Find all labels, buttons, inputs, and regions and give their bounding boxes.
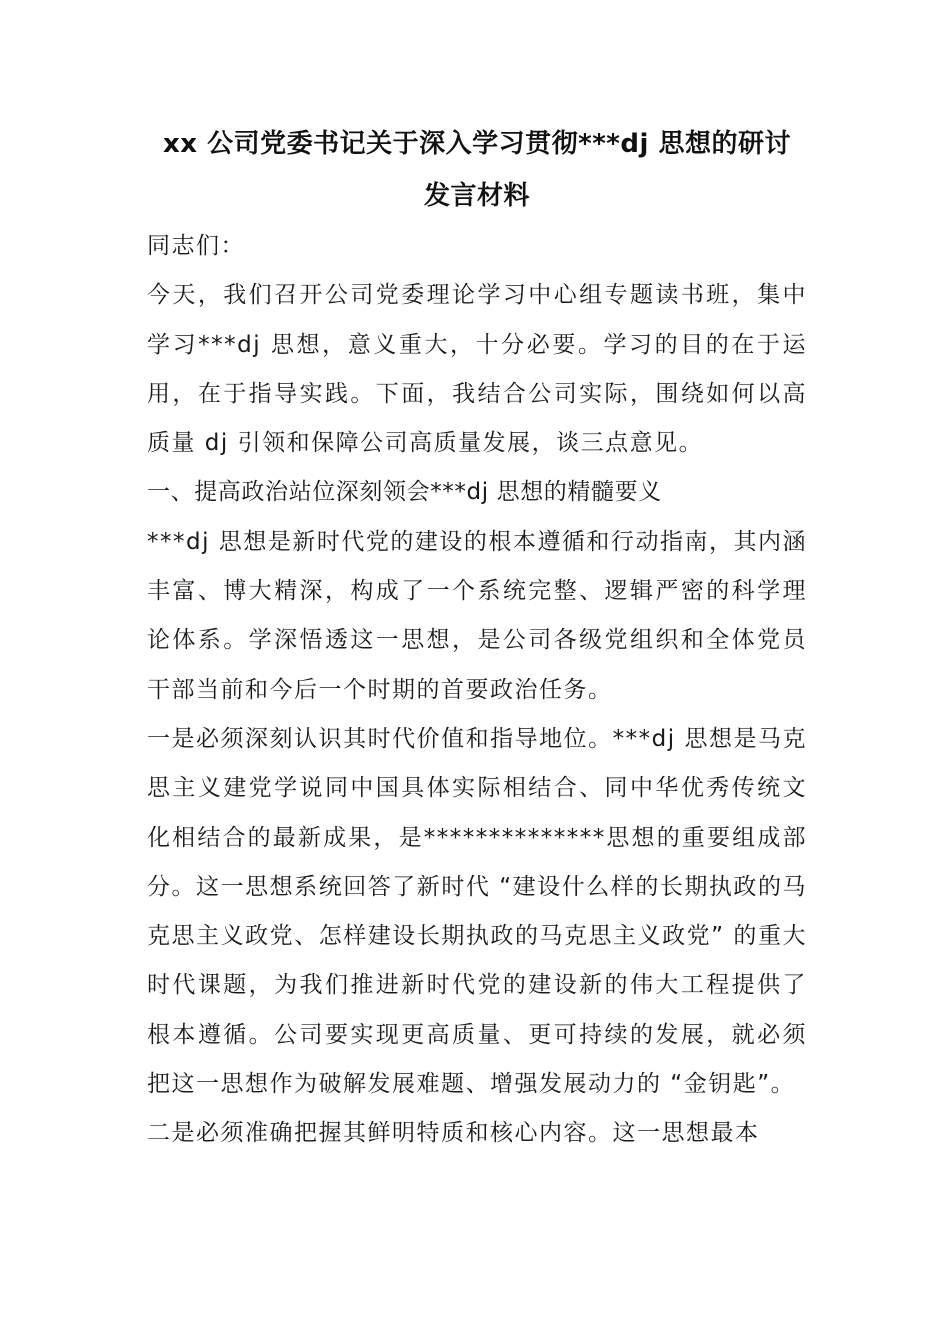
salutation: 同志们： (147, 233, 245, 259)
document-title-line-1: xx 公司党委书记关于深入学习贯彻***dj 思想的研讨 (163, 129, 791, 159)
document-title-line-2: 发言材料 (423, 181, 530, 211)
body-paragraph-1: ***dj 思想是新时代党的建设的根本遵循和行动指南，其内涵丰富、博大精深，构成了一个系统完整、逻辑严密的科学理论体系。学深悟透这一思想，是公司各级党组织和全体党员干部当前和今后一个时期的首要政治任务。 (147, 528, 807, 703)
document-page (147, 118, 807, 1159)
section-heading-1: 一、提高政治站位深刻领会***dj 思想的精髓要义 (147, 479, 662, 506)
body-paragraph-2: 一是必须深刻认识其时代价值和指导地位。***dj 思想是马克思主义建党学说同中国具体实际相结合、同中华优秀传统文化相结合的最新成果，是**************思想的重要组成部分。这一思想系统回答了新时代 “建设什么样的长期执政的马克思主义政党、怎样建设长期执政的马克思主义政党” 的重大时代课题，为我们推进新时代党的建设新的伟大工程提供了根本遵循。公司要实现更高质量、更可持续的发展，就必须把这一思想作为破解发展难题、增强发展动力的 “金钥匙”。 (147, 725, 807, 1098)
body-paragraph-3: 二是必须准确把握其鲜明特质和核心内容。这一思想最本 (147, 1120, 760, 1147)
document-title (147, 118, 807, 222)
intro-paragraph: 今天，我们召开公司党委理论学习中心组专题读书班，集中学习***dj 思想，意义重大，十分必要。学习的目的在于运用，在于指导实践。下面，我结合公司实际，围绕如何以高质量 dj 引领和保障公司高质量发展，谈三点意见。 (147, 282, 807, 457)
